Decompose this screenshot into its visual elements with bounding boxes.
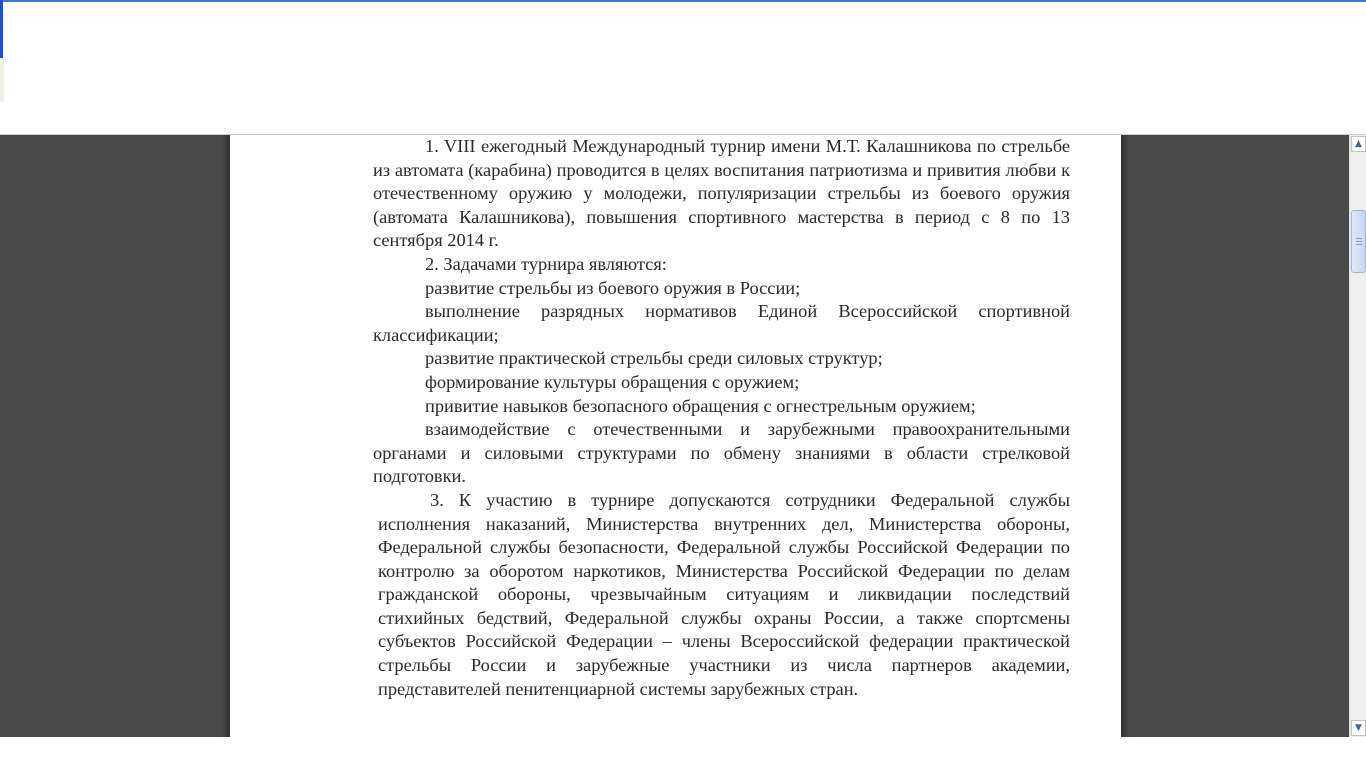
document-page [230,135,1121,737]
thumb-grip-line [1356,241,1362,242]
paragraph-7: привитие навыков безопасного обращения с огнестрельным оружием; [425,395,976,416]
paragraph-9: 3. К участию в турнире допускаются сотрудники Федеральной службы исполнения наказаний, Министерства внутренних дел, Министерства обороны, Федеральной службы безопасности, Федеральной службы Российской Федерации по контролю за оборотом наркотиков, Министерства Российской Федерации по делам гражданской обороны, чрезвычайным ситуациям и ликвидации последствий стихийных бедствий, Федеральной службы охраны России, а также спортсмены субъектов Российской Федерации – члены Всероссийской федерации практической стрельбы России и зарубежные участники из числа партнеров академии, представителей пенитенциарной системы зарубежных стран. [378,489,1070,699]
page-shadow-left [222,135,230,737]
paragraph-8: взаимодействие с отечественными и зарубежными правоохранительными органами и силовыми структурами по обмену знаниями в области стрелковой подготовки. [373,419,1070,487]
document-viewport[interactable] [0,135,1349,737]
paragraph-6: формирование культуры обращения с оружием; [425,371,800,392]
paragraph-2: 2. Задачами турнира являются: [425,253,667,274]
status-area [0,737,1366,768]
thumb-grip-line [1356,238,1362,239]
vertical-scrollbar[interactable] [1349,135,1366,737]
scroll-up-button[interactable] [1351,136,1366,152]
paragraph-3: развитие стрельбы из боевого оружия в России; [425,277,801,298]
paragraph-4: выполнение разрядных нормативов Единой Всероссийской спортивной классификации; [373,301,1070,345]
chevron-down-icon: ▼ [1355,723,1362,733]
page-shadow-right [1121,135,1129,737]
scroll-down-button[interactable] [1351,720,1366,736]
chevron-up-icon: ▲ [1355,139,1362,149]
scroll-thumb[interactable] [1351,210,1366,273]
window-left-border [0,0,3,58]
paragraph-5: развитие практической стрельбы среди силовых структур; [425,348,883,369]
viewer-toolbar-area [0,2,1366,135]
paragraph-1: 1. VIII ежегодный Международный турнир имени М.Т. Калашникова по стрельбе из автомата (карабина) проводится в целях воспитания патриотизма и привития любви к отечественному оружию у молодежи, популяризации стрельбы из боевого оружия (автомата Калашникова), повышения спортивного мастерства в период с 8 по 13 сентября 2014 г. [373,136,1070,251]
page-text [373,135,1070,701]
thumb-grip-line [1356,244,1362,245]
toolbar-notch [0,58,4,102]
